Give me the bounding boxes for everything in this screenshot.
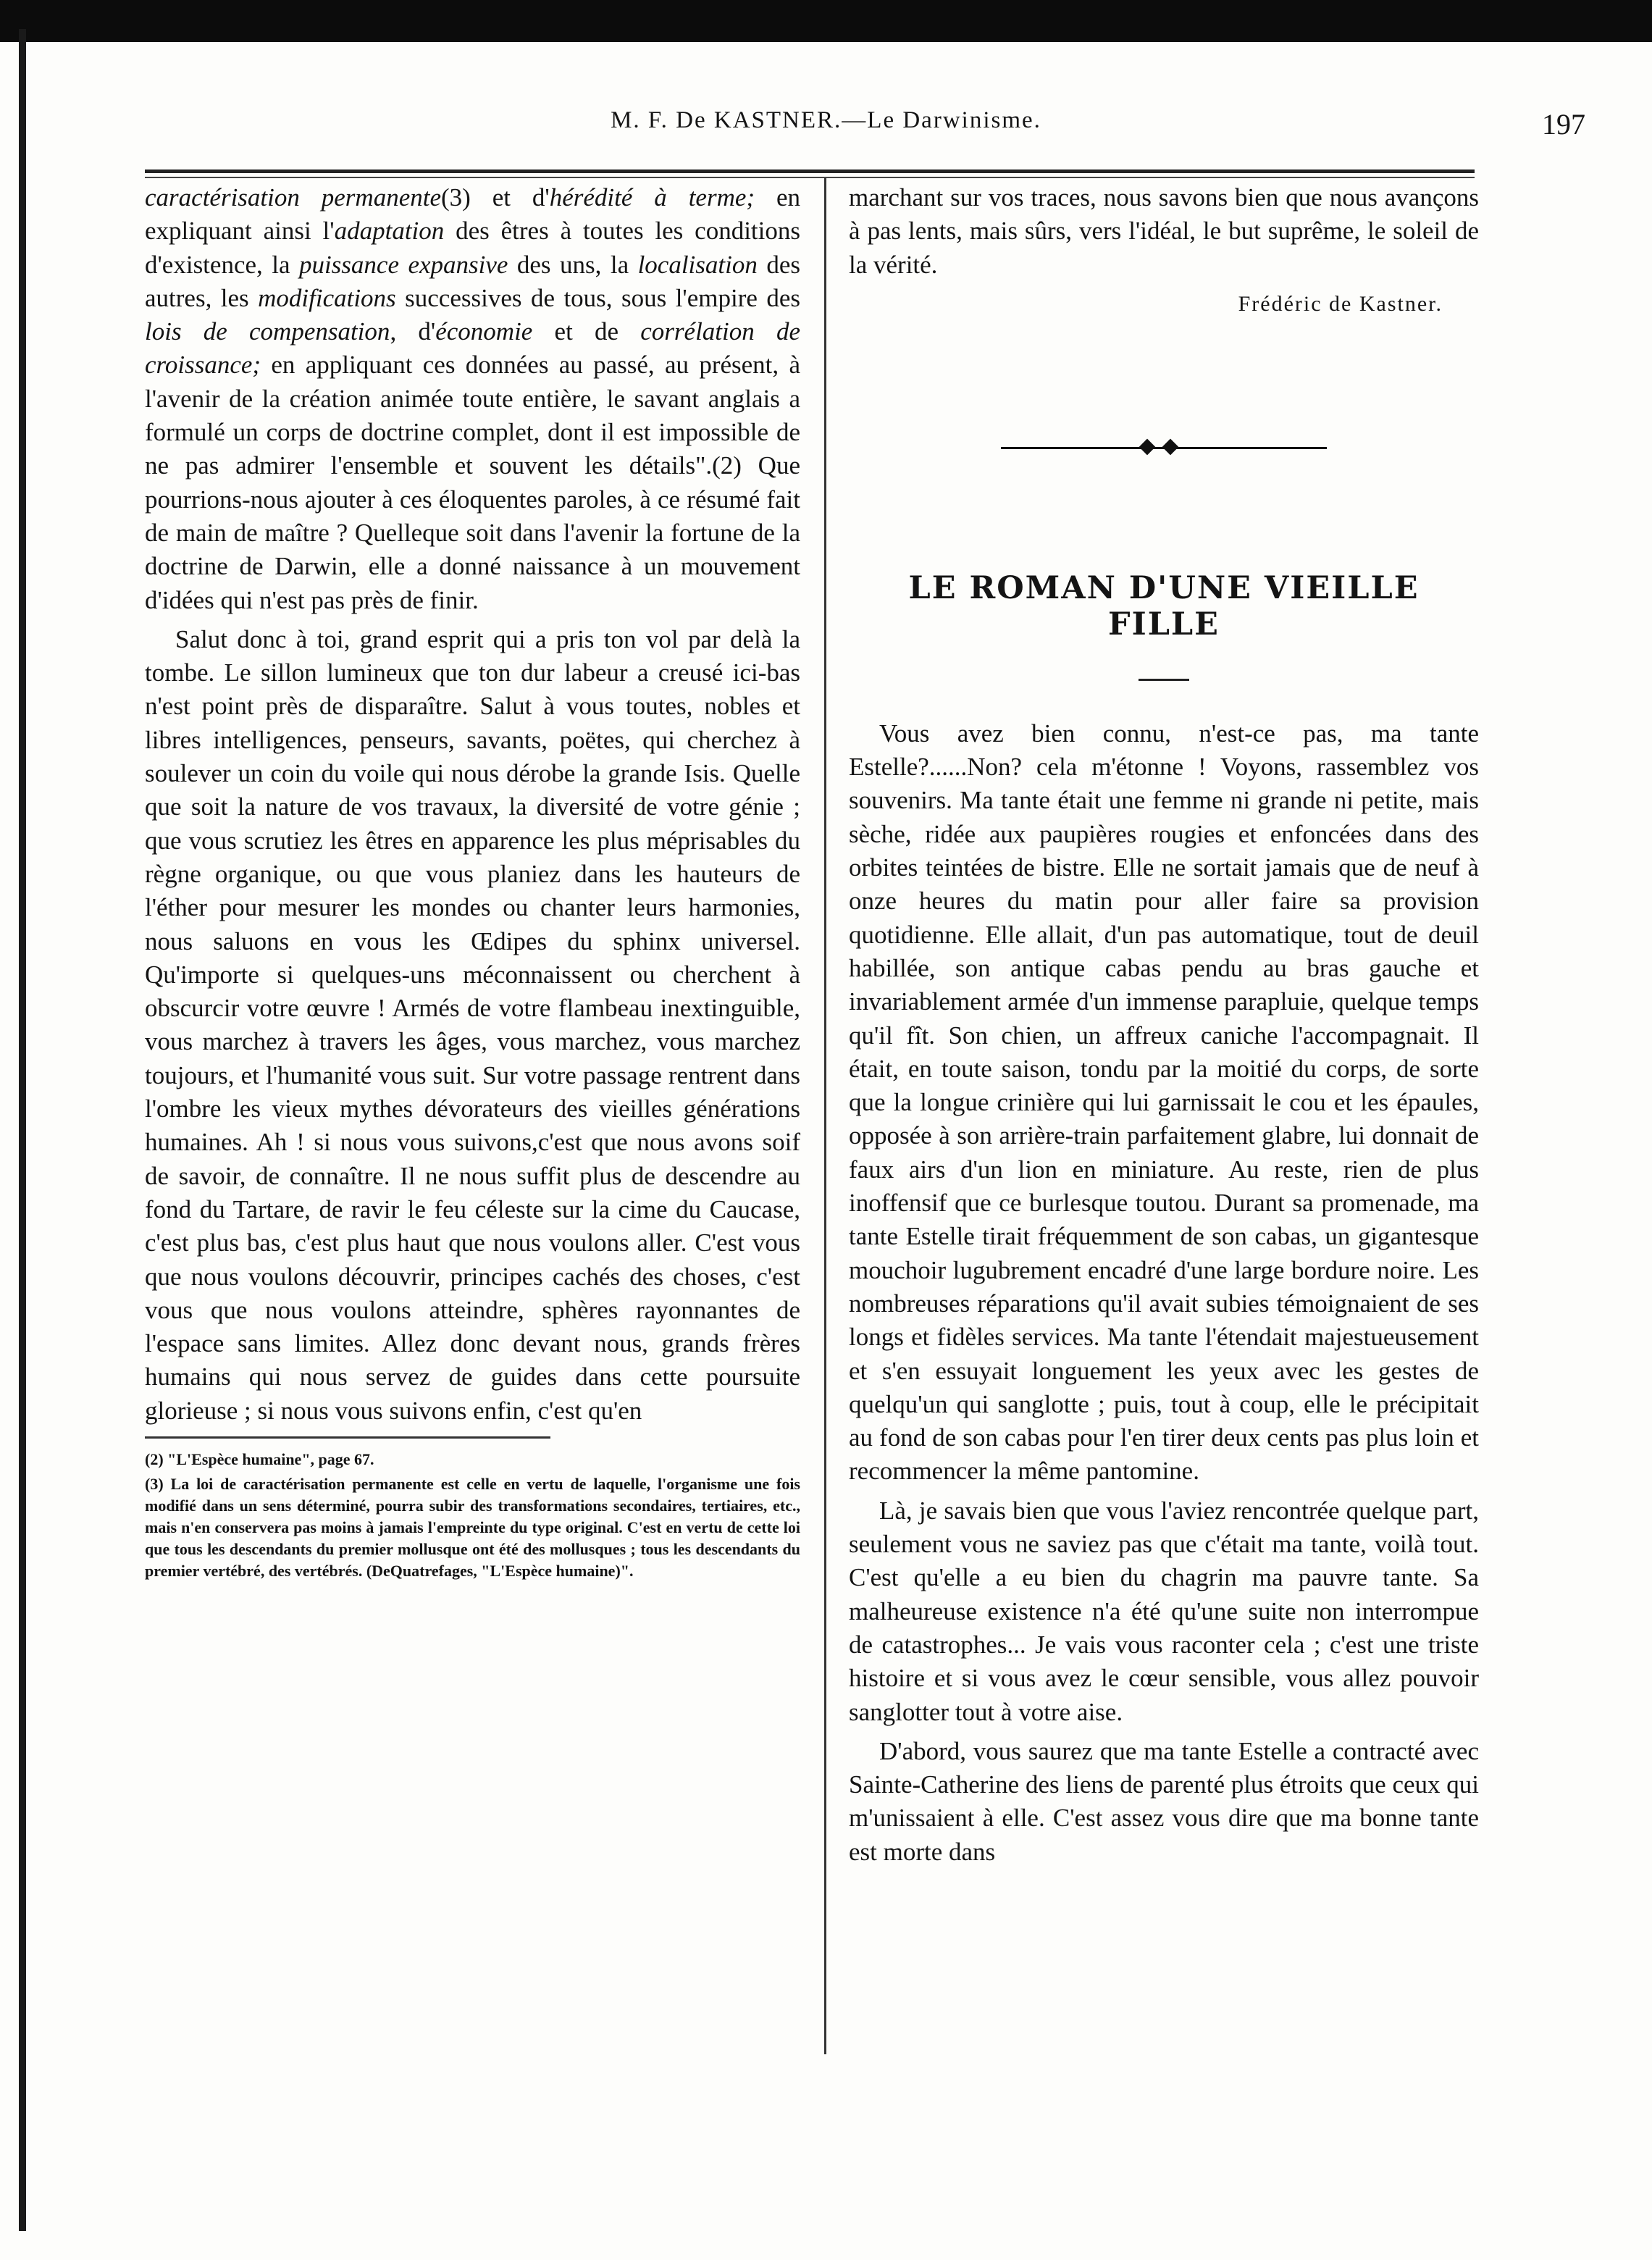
author-signature: Frédéric de Kastner. [1238, 291, 1443, 316]
footnote: (3) La loi de caractérisation permanente est celle en vertu de laquelle, l'organisme une fois modifié dans un sens déterminé, pourra subir des transformations secondaires, tertiaires, etc., mais n'en conservera pas moins à jamais l'empreinte du type original. C'est en vertu de cette loi que tous les descendants du premier mollusque ont été des mollusques ; tous les descendants du premier vertébré, des vertébrés. (DeQuatrefages, "L'Espèce humaine)". [145, 1474, 800, 1580]
left-paragraph [145, 181, 800, 617]
top-scan-border [0, 0, 1652, 42]
title-rule [1139, 679, 1189, 681]
text-run: en appliquant ces données au passé, au présent, à l'avenir de la création animée toute entière, le savant anglais a formulé un corps de doctrine complet, dont il est impossible de ne pas admirer l'ensemble et souvent les détails".(2) Que pourrions-nous ajouter à ces éloquentes paroles, à ce résumé fait de main de maître ? Quelleque soit dans l'avenir la fortune de la doctrine de Darwin, elle a donné naissance à un mouvement d'idées qui n'est pas près de finir. [145, 351, 800, 614]
text-run: Salut donc à toi, grand esprit qui a pris ton vol par delà la tombe. Le sillon lumineux que ton dur labeur a creusé ici-bas n'est point près de disparaître. Salut à vous toutes, nobles et libres intelligences, penseurs, savants, poëtes, qui cherchez à soulever un coin du voile qui nous dérobe la grande Isis. Quelle que soit la nature de vos travaux, la diversité de votre génie ; que vous scrutiez les êtres en apparence les plus méprisables du règne organique, ou que vous planiez dans les hauteurs de l'éther pour mesurer les mondes ou chanter leurs harmonies, nous saluons en vous les Œdipes du sphinx universel. Qu'importe si quelques-uns méconnaissent ou cherchent à obscurcir votre œuvre ! Armés de votre flambeau inextinguible, vous marchez à travers les âges, vous marchez, vous marchez toujours, et l'humanité vous suit. Sur votre passage rentrent dans l'ombre les vieux mythes dévorateurs des vieilles générations humaines. Ah ! si nous vous suivons,c'est que nous avons soif de savoir, de connaître. Il ne nous suffit plus de descendre au fond du Tartare, de ravir le feu céleste sur la cime du Caucase, c'est plus bas, c'est plus haut que nous voulons aller. C'est vous que nous voulons découvrir, principes cachés des choses, c'est vous que nous voulons atteindre, sphères rayonnantes de l'espace sans limites. Allez donc devant nous, grands frères humains qui nous servez de guides dans cette poursuite glorieuse ; si nous vous suivons enfin, c'est qu'en [145, 624, 800, 1425]
text-run: en expliquant ainsi l' [145, 183, 800, 246]
left-paragraph [145, 623, 800, 1428]
italic-term: adaptation [334, 217, 445, 246]
header-rule [145, 170, 1475, 173]
left-column [145, 181, 800, 1582]
italic-term: puissance expansive [298, 250, 508, 279]
italic-term: localisation [637, 250, 758, 279]
text-run: des uns, la [508, 250, 638, 279]
italic-term: économie [435, 317, 533, 346]
story-paragraph: Vous avez bien connu, n'est-ce pas, ma tante Estelle?......Non? cela m'étonne ! Voyons, rassemblez vos souvenirs. Ma tante était une femme ni grande ni petite, mais sèche, ridée aux paupières rougies et enfoncées dans des orbites teintées de bistre. Elle ne sortait jamais que de neuf à onze heures du matin pour aller faire sa provision quotidienne. Elle allait, d'un pas automatique, tout de deuil habillée, son antique cabas pendu au bras gauche et invariablement armée d'un immense parapluie, quelque temps qu'il fît. Son chien, un affreux caniche l'accompagnait. Il était, en toute saison, tondu par la moitié du corps, de sorte que la longue crinière qui lui garnissait le cou et les épaules, opposée à son arrière-train parfaitement glabre, lui donnait de faux airs d'un lion en miniature. Au reste, rien de plus inoffensif que ce burlesque toutou. Durant sa promenade, ma tante Estelle tirait fréquemment de son cabas, un gigantesque mouchoir lugubrement encadré d'une large bordure noire. Les nombreuses réparations qu'il avait subies témoignaient de ses longs et fidèles services. Ma tante l'étendait majestueusement et s'en essuyait longuement les yeux avec les gestes de quelqu'un qui sanglotte ; puis, tout à coup, elle le précipitait au fond de son cabas pour l'en tirer deux cents pas plus loin et recommencer la même pantomine. [849, 719, 1479, 1486]
italic-term: corrélation de croissance; [145, 317, 800, 380]
story-title: LE ROMAN D'UNE VIEILLE FILLE [908, 569, 1420, 643]
running-title: M. F. De KASTNER.—Le Darwinisme. [611, 107, 1041, 133]
italic-term: caractérisation permanente [145, 183, 441, 212]
section-ornament [849, 425, 1479, 469]
italic-term: hérédité à terme; [549, 183, 755, 212]
italic-term: modifications [258, 283, 396, 312]
article-continuation: marchant sur vos traces, nous savons bien que nous avançons à pas lents, mais sûrs, vers l'idéal, le but suprême, le soleil de la vérité. [849, 183, 1479, 279]
column-divider [824, 178, 826, 2054]
text-run: (3) et d' [441, 183, 550, 212]
story-paragraph: D'abord, vous saurez que ma tante Estelle a contracté avec Sainte-Catherine des liens de parenté plus étroits que ceux qui m'unissaient à elle. C'est assez vous dire que ma bonne tante est morte dans [849, 1736, 1479, 1866]
footnote-rule [145, 1436, 550, 1439]
right-column [849, 181, 1479, 1869]
text-run: des êtres à toutes les conditions d'existence, la [145, 217, 800, 279]
left-scan-border [19, 29, 26, 2231]
italic-term: lois de compensation [145, 317, 390, 346]
text-run: successives de tous, sous l'empire des [395, 283, 801, 312]
story-paragraph: Là, je savais bien que vous l'aviez rencontrée quelque part, seulement vous ne saviez pas que c'était ma tante, voilà tout. C'est qu'elle a eu bien du chagrin ma pauvre tante. Sa malheureuse existence n'a été qu'une suite non interrompue de catastrophes... Je vais vous raconter cela ; c'est une triste histoire et si vous avez le cœur sensible, vous allez pouvoir sanglotter tout à votre aise. [849, 1496, 1479, 1726]
page-header [43, 107, 1609, 151]
text-run: , d' [390, 317, 436, 346]
header-rule-thin [145, 177, 1475, 178]
text-run: et de [532, 317, 641, 346]
footnote: (2) "L'Espèce humaine", page 67. [145, 1449, 374, 1468]
page-number: 197 [1542, 108, 1585, 141]
text-run: des autres, les [145, 250, 800, 312]
